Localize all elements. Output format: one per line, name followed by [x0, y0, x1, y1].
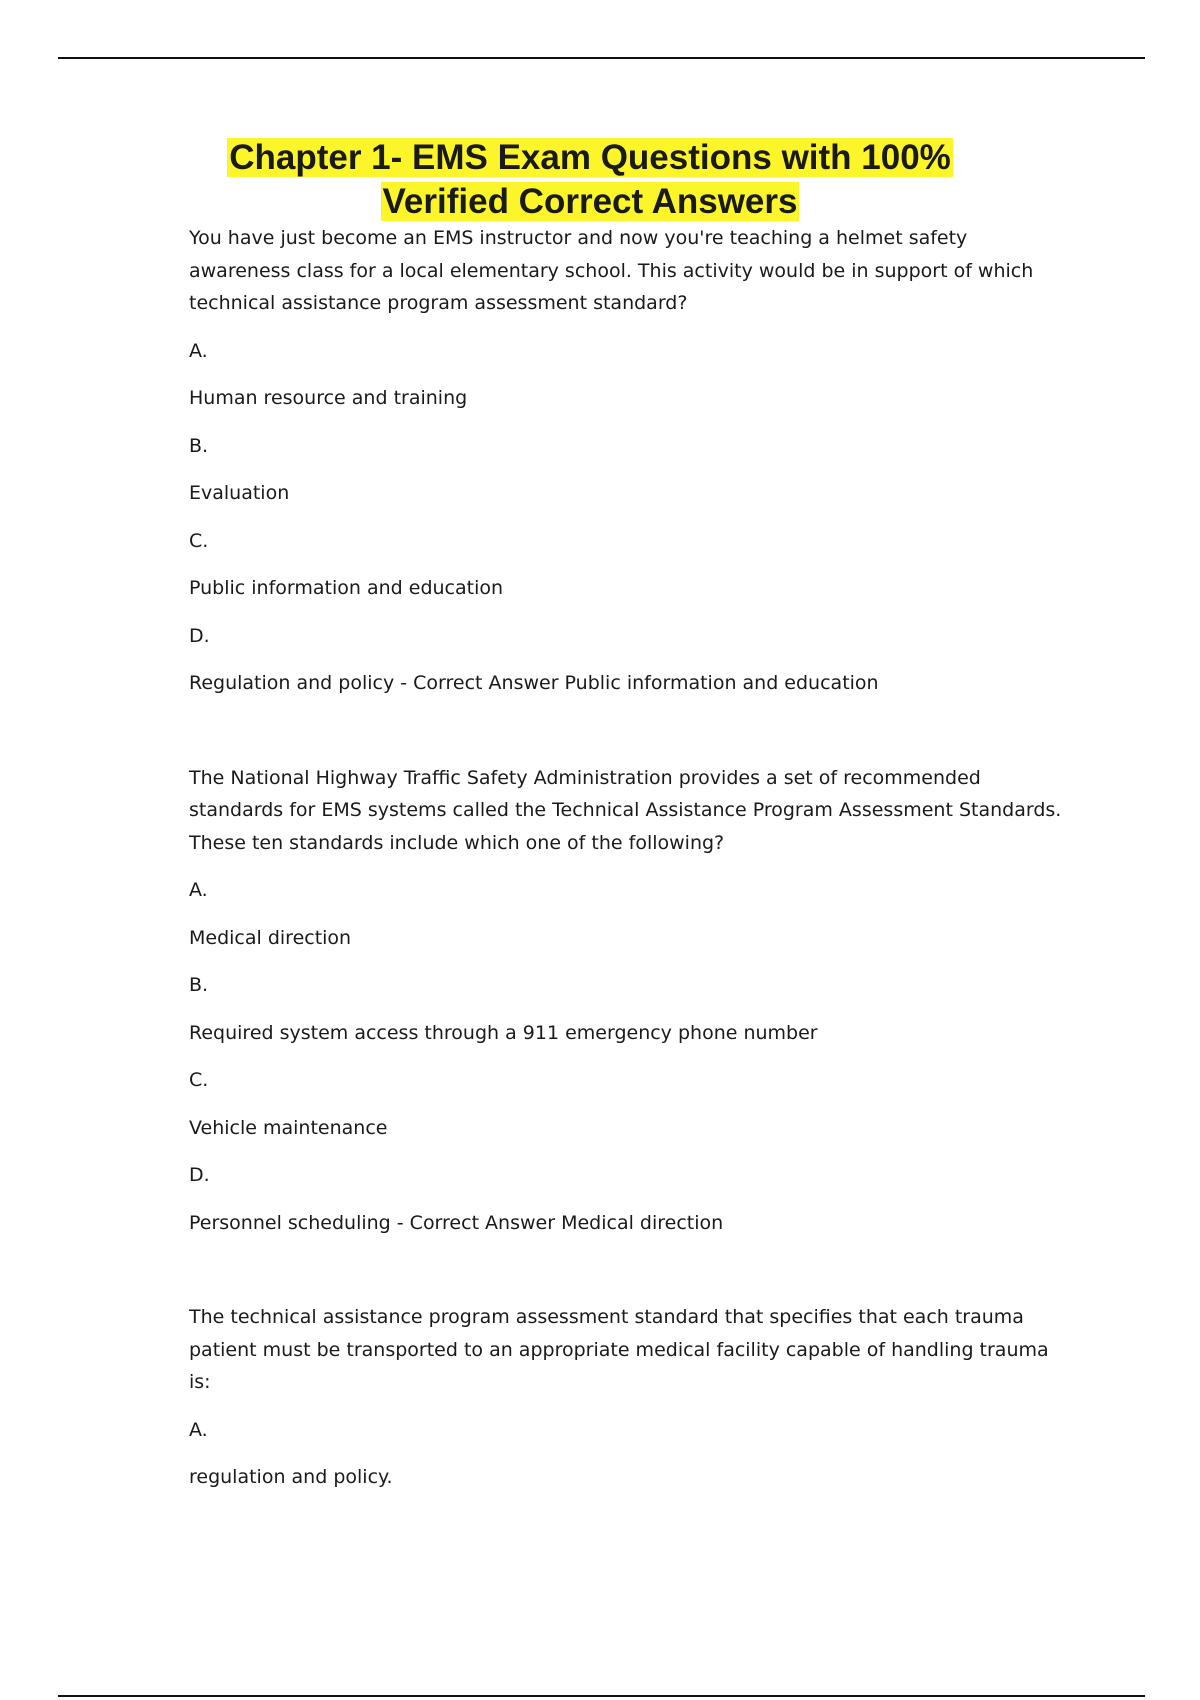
option-letter: B.: [189, 434, 209, 457]
option-text: Human resource and training: [189, 387, 468, 409]
option-letter: C.: [189, 529, 209, 552]
option-text: regulation and policy.: [189, 1466, 393, 1488]
question-text: The technical assistance program assessment standard that specifies that each trauma patient must be transported to an appropriate medical facility capable of handling trauma is:: [189, 1306, 1049, 1393]
option-letter: A.: [189, 339, 208, 362]
top-divider: [58, 57, 1145, 59]
option-text: Evaluation: [189, 482, 290, 504]
document-title: [160, 136, 1020, 224]
option-letter: D.: [189, 624, 210, 647]
option-letter: B.: [189, 974, 209, 996]
option-text-with-answer: Regulation and policy - Correct Answer Public information and education: [189, 672, 879, 694]
option-letter: C.: [189, 1069, 209, 1091]
option-text: Vehicle maintenance: [189, 1116, 388, 1139]
option-text: Medical direction: [189, 926, 352, 949]
option-text-with-answer: Personnel scheduling - Correct Answer Medical direction: [189, 1211, 724, 1234]
question-1: [189, 222, 1069, 700]
option-text: Required system access through a 911 emergency phone number: [189, 1021, 818, 1044]
title-line-1: Chapter 1- EMS Exam Questions with 100%: [229, 138, 951, 177]
title-line-2: Verified Correct Answers: [382, 182, 798, 221]
option-letter: A.: [189, 879, 208, 901]
question-text: You have just become an EMS instructor and now you're teaching a helmet safety awareness class for a local elementary school. This activity would be in support of which technical assistance program assessment standard?: [189, 227, 1034, 314]
question-text: The National Highway Traffic Safety Administration provides a set of recommended standards for EMS systems called the Technical Assistance Program Assessment Standards. These ten standards include which one of the following?: [189, 766, 1062, 854]
option-letter: A.: [189, 1418, 208, 1441]
option-letter: D.: [189, 1164, 210, 1186]
question-3: [189, 1301, 1069, 1494]
bottom-divider: [58, 1695, 1145, 1697]
questions-content: [189, 222, 1069, 1494]
question-2: [189, 762, 1069, 1240]
option-text: Public information and education: [189, 577, 504, 599]
